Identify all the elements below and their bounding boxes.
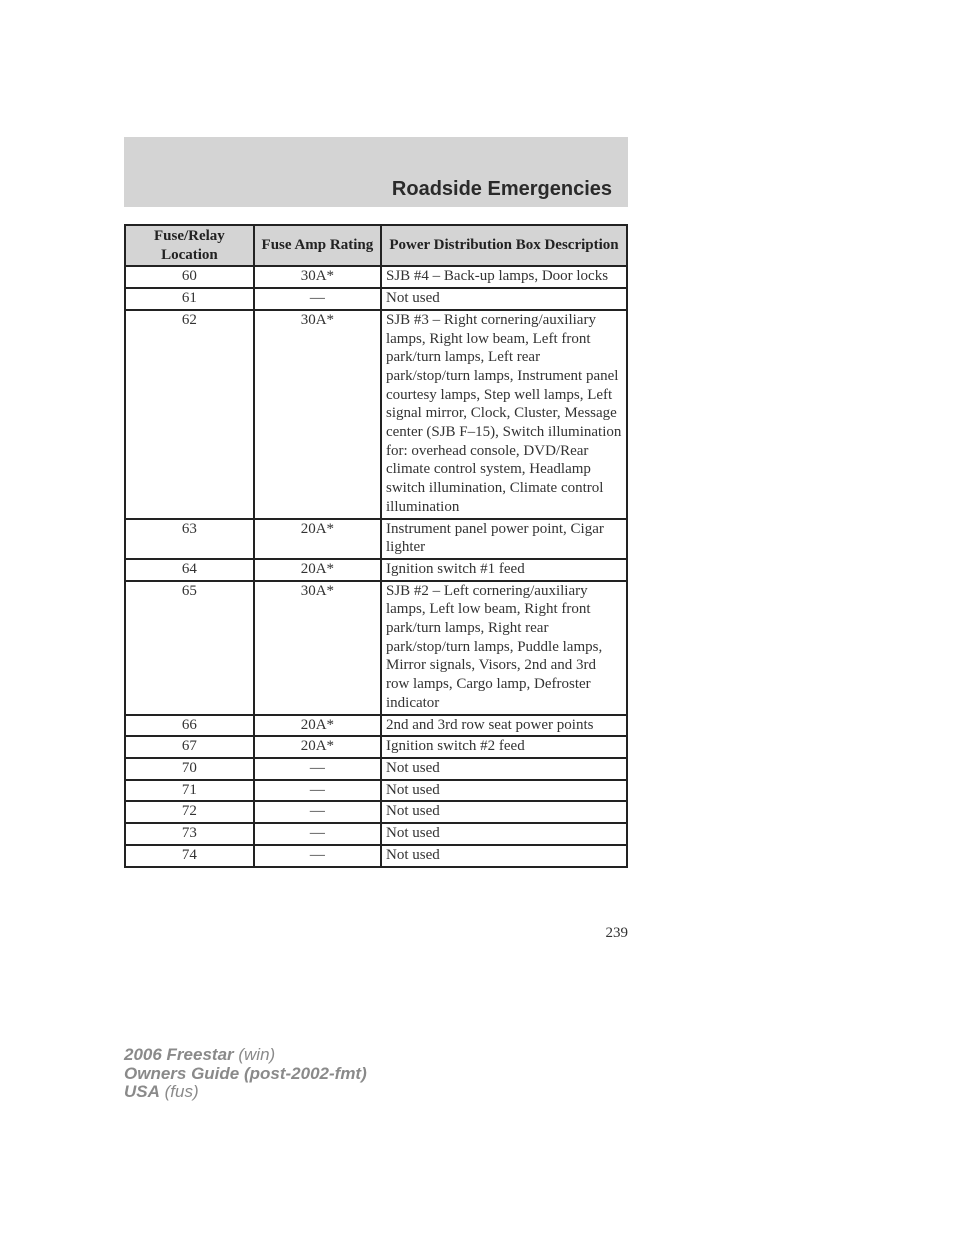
fuse-rating: —: [254, 780, 381, 802]
document-footer: [124, 1046, 367, 1102]
fuse-location: 66: [125, 715, 254, 737]
fuse-rating: —: [254, 845, 381, 867]
table-row: [125, 288, 627, 310]
table-row: [125, 266, 627, 288]
fuse-rating: 20A*: [254, 736, 381, 758]
footer-model-code: (win): [233, 1045, 276, 1064]
fuse-rating: 30A*: [254, 581, 381, 715]
footer-model: 2006 Freestar: [124, 1045, 234, 1064]
table-row: [125, 581, 627, 715]
fuse-rating: —: [254, 288, 381, 310]
fuse-description: Instrument panel power point, Cigar lighter: [381, 519, 627, 559]
fuse-location: 70: [125, 758, 254, 780]
fuse-rating: 20A*: [254, 559, 381, 581]
fuse-description: 2nd and 3rd row seat power points: [381, 715, 627, 737]
column-header-description: Power Distribution Box Description: [381, 225, 627, 266]
fuse-rating: 20A*: [254, 715, 381, 737]
fuse-description: SJB #2 – Left cornering/auxiliary lamps, Left low beam, Right front park/turn lamps, Right rear park/stop/turn lamps, Puddle lamps, Mirror signals, Visors, 2nd and 3rd row lamps, Cargo lamp, Defroster indicator: [381, 581, 627, 715]
fuse-location: 60: [125, 266, 254, 288]
column-header-rating: Fuse Amp Rating: [254, 225, 381, 266]
section-header-band: [124, 137, 628, 207]
fuse-description: Not used: [381, 780, 627, 802]
fuse-description: Not used: [381, 288, 627, 310]
fuse-location: 62: [125, 310, 254, 519]
fuse-description: SJB #3 – Right cornering/auxiliary lamps, Right low beam, Left front park/turn lamps, Left rear park/stop/turn lamps, Instrument panel courtesy lamps, Step well lamps, Left signal mirror, Clock, Cluster, Message center (SJB F–15), Switch illumination for: overhead console, DVD/Rear climate control system, Headlamp switch illumination, Climate control illumination: [381, 310, 627, 519]
fuse-table: [124, 224, 628, 868]
fuse-description: Not used: [381, 758, 627, 780]
fuse-location: 74: [125, 845, 254, 867]
fuse-description: Not used: [381, 845, 627, 867]
table-header-row: [125, 225, 627, 266]
footer-guide: Owners Guide (post-2002-fmt): [124, 1063, 367, 1083]
footer-line-1: [124, 1046, 367, 1065]
table-row: [125, 758, 627, 780]
footer-market: USA: [124, 1082, 160, 1101]
fuse-description: Not used: [381, 823, 627, 845]
fuse-location: 64: [125, 559, 254, 581]
footer-line-2: [124, 1065, 367, 1084]
table-row: [125, 736, 627, 758]
fuse-description: Not used: [381, 801, 627, 823]
fuse-description: SJB #4 – Back-up lamps, Door locks: [381, 266, 627, 288]
fuse-rating: 30A*: [254, 266, 381, 288]
column-header-location: Fuse/Relay Location: [125, 225, 254, 266]
fuse-description: Ignition switch #2 feed: [381, 736, 627, 758]
footer-line-3: [124, 1083, 367, 1102]
fuse-rating: 30A*: [254, 310, 381, 519]
table-row: [125, 801, 627, 823]
fuse-location: 73: [125, 823, 254, 845]
table-row: [125, 845, 627, 867]
fuse-rating: —: [254, 801, 381, 823]
table-row: [125, 823, 627, 845]
footer-market-code: (fus): [159, 1082, 199, 1101]
fuse-rating: —: [254, 758, 381, 780]
table-row: [125, 519, 627, 559]
fuse-rating: —: [254, 823, 381, 845]
fuse-description: Ignition switch #1 feed: [381, 559, 627, 581]
table-row: [125, 310, 627, 519]
fuse-location: 67: [125, 736, 254, 758]
section-title: Roadside Emergencies: [391, 178, 612, 200]
page-number: 239: [605, 925, 628, 941]
fuse-rating: 20A*: [254, 519, 381, 559]
table-row: [125, 559, 627, 581]
fuse-location: 65: [125, 581, 254, 715]
fuse-location: 71: [125, 780, 254, 802]
fuse-location: 72: [125, 801, 254, 823]
table-row: [125, 780, 627, 802]
table-row: [125, 715, 627, 737]
fuse-location: 63: [125, 519, 254, 559]
fuse-location: 61: [125, 288, 254, 310]
